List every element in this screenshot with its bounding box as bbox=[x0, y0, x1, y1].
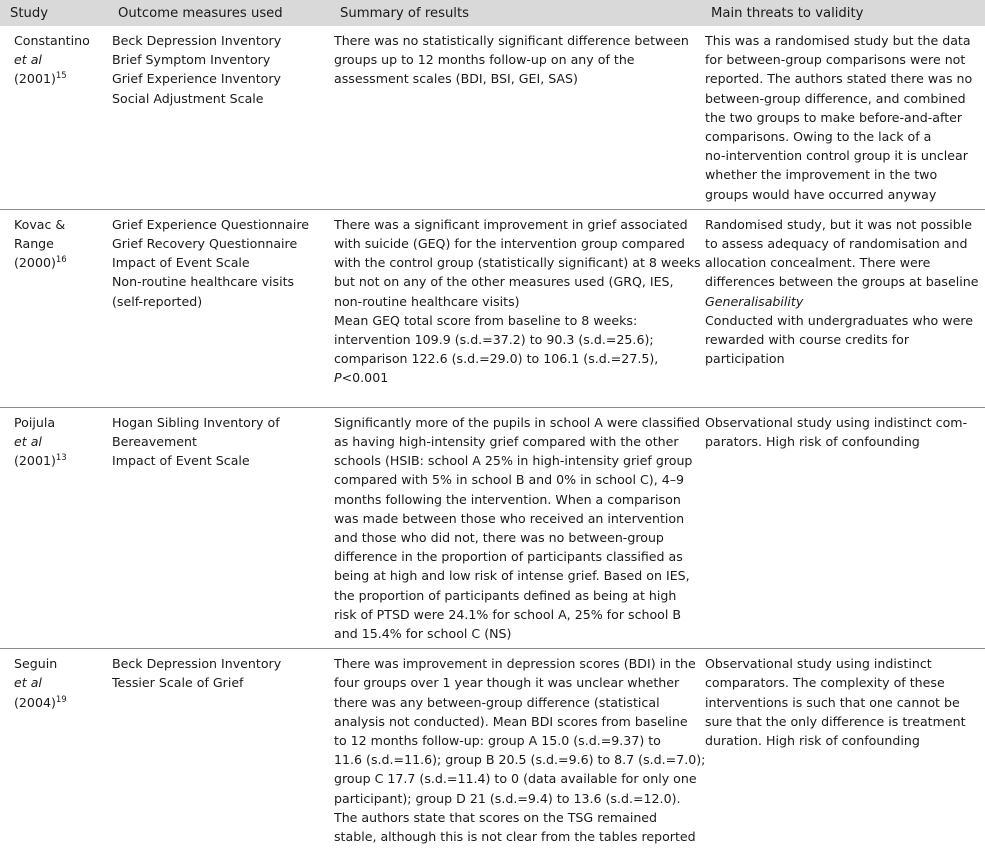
study-cell bbox=[0, 649, 108, 859]
header-summary: Summary of results bbox=[330, 0, 701, 26]
outcome-line: Grief Recovery Questionnaire bbox=[112, 236, 298, 252]
threats-line: reported. The authors stated there was no bbox=[705, 71, 973, 87]
summary-line: assessment scales (BDI, BSI, GEI, SAS) bbox=[334, 71, 578, 87]
summary-line: difference in the proportion of participants classified as bbox=[334, 549, 683, 565]
summary-line: risk of PTSD were 24.1% for school A, 25% for school B bbox=[334, 606, 682, 622]
summary-line: There was no statistically significant difference between bbox=[334, 33, 689, 48]
outcome-line: Impact of Event Scale bbox=[112, 453, 250, 469]
outcome-line: (self-reported) bbox=[112, 293, 203, 309]
summary-line: non-routine healthcare visits) bbox=[334, 293, 520, 309]
threats-line: Observational study using indistinct com- bbox=[705, 414, 968, 430]
summary-cell bbox=[330, 649, 706, 859]
threats-line: sure that the only difference is treatment bbox=[705, 713, 966, 729]
header-study: Study bbox=[0, 0, 108, 26]
threats-line: duration. High risk of confounding bbox=[705, 733, 920, 749]
summary-line: intervention 109.9 (s.d.=37.2) to 90.3 (s.d.=25.6); bbox=[334, 332, 654, 348]
table-row bbox=[0, 407, 985, 648]
header-outcome: Outcome measures used bbox=[108, 0, 330, 26]
threats-cell bbox=[701, 649, 985, 859]
summary-line: the proportion of participants defined as being at high bbox=[334, 587, 677, 603]
header-row bbox=[0, 0, 985, 26]
table-row bbox=[0, 209, 985, 407]
outcome-line: Tessier Scale of Grief bbox=[112, 675, 244, 691]
outcome-cell bbox=[108, 649, 330, 859]
header-threats: Main threats to validity bbox=[701, 0, 985, 26]
threats-line: interventions is such that one cannot be bbox=[705, 694, 960, 710]
study-author: Constantino bbox=[14, 33, 90, 48]
study-author-etal: et al bbox=[14, 675, 42, 691]
outcome-line: Impact of Event Scale bbox=[112, 255, 250, 271]
threats-line: differences between the groups at baseline bbox=[705, 274, 979, 290]
study-year: (2004) bbox=[14, 694, 56, 710]
threats-line: groups would have occurred anyway bbox=[705, 186, 937, 202]
study-cell bbox=[0, 26, 108, 209]
threats-cell bbox=[701, 26, 985, 209]
study-ref: 19 bbox=[55, 694, 67, 705]
summary-line: and 15.4% for school C (NS) bbox=[334, 626, 512, 642]
study-year: (2001) bbox=[14, 71, 56, 87]
study-ref: 16 bbox=[55, 255, 67, 266]
outcome-line: Non-routine healthcare visits bbox=[112, 274, 295, 290]
study-ref: 15 bbox=[55, 71, 67, 82]
threats-line: no-intervention control group it is unclear bbox=[705, 148, 968, 164]
threats-line: Randomised study, but it was not possible bbox=[705, 216, 973, 232]
summary-line: analysis not conducted). Mean BDI scores from baseline bbox=[334, 713, 688, 729]
summary-line: compared with 5% in school B and 0% in school C), 4–9 bbox=[334, 472, 685, 488]
study-author-etal: et al bbox=[14, 52, 42, 68]
summary-line: to 12 months follow-up: group A 15.0 (s.d.=9.37) to bbox=[334, 733, 661, 749]
summary-line: There was a significant improvement in grief associated bbox=[334, 216, 688, 232]
outcome-cell bbox=[108, 407, 330, 648]
summary-line: there was any between-group difference (statistical bbox=[334, 694, 660, 710]
summary-line: Mean GEQ total score from baseline to 8 weeks: bbox=[334, 312, 638, 328]
summary-line: The authors state that scores on the TSG remained bbox=[334, 809, 658, 825]
study-author: Poijula bbox=[14, 414, 56, 430]
table-row bbox=[0, 649, 985, 859]
threats-line: between-group difference, and combined bbox=[705, 90, 966, 106]
summary-line: group C 17.7 (s.d.=11.4) to 0 (data available for only one bbox=[334, 771, 697, 787]
outcome-line: Beck Depression Inventory bbox=[112, 33, 282, 48]
threats-line: to assess adequacy of randomisation and bbox=[705, 236, 968, 252]
threats-line: comparisons. Owing to the lack of a bbox=[705, 129, 932, 145]
summary-cell bbox=[330, 26, 701, 209]
study-ref: 13 bbox=[55, 453, 67, 464]
study-author-second: Range bbox=[14, 236, 54, 252]
study-author-etal: et al bbox=[14, 434, 42, 450]
outcome-line: Brief Symptom Inventory bbox=[112, 52, 271, 68]
summary-cell bbox=[330, 209, 701, 407]
threats-line: comparators. The complexity of these bbox=[705, 675, 945, 691]
outcome-cell bbox=[108, 209, 330, 407]
outcome-line: Grief Experience Questionnaire bbox=[112, 216, 310, 232]
summary-line: 11.6 (s.d.=11.6); group B 20.5 (s.d.=9.6) to 8.7 (s.d.=7.0); bbox=[334, 752, 706, 768]
threats-line: Conducted with undergraduates who were bbox=[705, 312, 973, 328]
study-author: Kovac & bbox=[14, 216, 66, 232]
threats-line: whether the improvement in the two bbox=[705, 167, 938, 183]
summary-line: groups up to 12 months follow-up on any of the bbox=[334, 52, 635, 68]
study-year: (2000) bbox=[14, 255, 56, 271]
threats-line: the two groups to make before-and-after bbox=[705, 109, 963, 125]
summary-p-symbol: P bbox=[334, 370, 342, 386]
study-cell bbox=[0, 209, 108, 407]
summary-line: as having high-intensity grief compared with the other bbox=[334, 434, 679, 450]
outcome-cell bbox=[108, 26, 330, 209]
threats-line: Observational study using indistinct bbox=[705, 656, 932, 672]
outcome-line: Grief Experience Inventory bbox=[112, 71, 282, 87]
summary-line: being at high and low risk of intense grief. Based on IES, bbox=[334, 568, 690, 584]
outcome-line: Social Adjustment Scale bbox=[112, 90, 264, 106]
summary-line: months following the intervention. When a comparison bbox=[334, 491, 681, 507]
threats-line: rewarded with course credits for bbox=[705, 332, 910, 348]
summary-line: Significantly more of the pupils in school A were classified bbox=[334, 414, 701, 430]
summary-line: but not on any of the other measures used (GRQ, IES, bbox=[334, 274, 674, 290]
threats-italic-heading: Generalisability bbox=[705, 293, 804, 309]
threats-cell bbox=[701, 407, 985, 648]
summary-p-value: <0.001 bbox=[341, 370, 389, 386]
study-year: (2001) bbox=[14, 453, 56, 469]
study-author: Seguin bbox=[14, 656, 58, 672]
outcome-line: Bereavement bbox=[112, 434, 197, 450]
threats-cell bbox=[701, 209, 985, 407]
threats-line: allocation concealment. There were bbox=[705, 255, 931, 271]
summary-line: with the control group (statistically significant) at 8 weeks bbox=[334, 255, 701, 271]
summary-line: There was improvement in depression scores (BDI) in the bbox=[334, 656, 696, 672]
study-cell bbox=[0, 407, 108, 648]
summary-cell bbox=[330, 407, 701, 648]
summary-line: schools (HSIB: school A 25% in high-intensity grief group bbox=[334, 453, 693, 469]
outcome-line: Beck Depression Inventory bbox=[112, 656, 282, 672]
summary-line: comparison 122.6 (s.d.=29.0) to 106.1 (s.d.=27.5), bbox=[334, 351, 659, 367]
summary-line: was made between those who received an intervention bbox=[334, 510, 685, 526]
summary-line: and those who did not, there was no between-group bbox=[334, 530, 664, 546]
threats-line: This was a randomised study but the data bbox=[705, 33, 971, 48]
outcome-line: Hogan Sibling Inventory of bbox=[112, 414, 280, 430]
threats-line: participation bbox=[705, 351, 785, 367]
summary-line: participant); group D 21 (s.d.=9.4) to 13.6 (s.d.=12.0). bbox=[334, 790, 681, 806]
table-row bbox=[0, 26, 985, 209]
threats-line: parators. High risk of confounding bbox=[705, 434, 920, 450]
summary-line: with suicide (GEQ) for the intervention group compared bbox=[334, 236, 685, 252]
summary-line: four groups over 1 year though it was unclear whether bbox=[334, 675, 680, 691]
threats-line: for between-group comparisons were not bbox=[705, 52, 966, 68]
summary-line: stable, although this is not clear from the tables reported bbox=[334, 829, 696, 845]
